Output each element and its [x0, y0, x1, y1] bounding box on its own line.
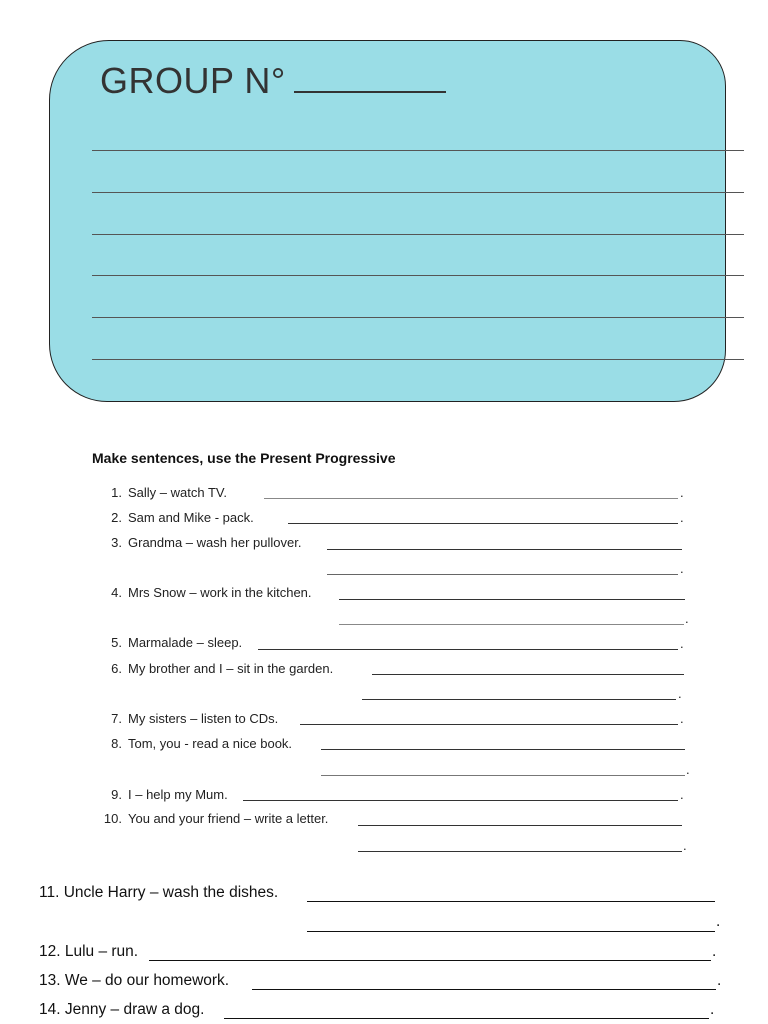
exercise-item — [100, 535, 690, 553]
group-title-text: GROUP N° — [100, 60, 286, 101]
period: . — [683, 838, 687, 853]
exercise-number: 10. — [103, 811, 122, 826]
answer-line[interactable] — [358, 825, 682, 826]
period: . — [685, 611, 689, 626]
exercise-number: 5. — [111, 635, 122, 650]
exercise-number: 9. — [111, 787, 122, 802]
exercise-prompt: Mrs Snow – work in the kitchen. — [128, 585, 312, 600]
answer-line[interactable] — [339, 599, 685, 600]
exercise-prompt: You and your friend – write a letter. — [128, 811, 329, 826]
exercise-item — [100, 510, 690, 528]
group-writing-line[interactable] — [92, 317, 744, 318]
exercise-item — [100, 635, 690, 653]
answer-line[interactable] — [264, 498, 678, 499]
answer-line[interactable] — [307, 931, 715, 932]
group-writing-line[interactable] — [92, 192, 744, 193]
answer-line[interactable] — [288, 523, 678, 524]
exercise-number: 2. — [111, 510, 122, 525]
answer-line[interactable] — [358, 851, 682, 852]
answer-line[interactable] — [339, 624, 684, 625]
answer-line[interactable] — [327, 549, 682, 550]
answer-line[interactable] — [224, 1018, 709, 1019]
exercise-number: 7. — [111, 711, 122, 726]
exercise-prompt: Sam and Mike - pack. — [128, 510, 254, 525]
answer-line[interactable] — [372, 674, 684, 675]
group-writing-line[interactable] — [92, 234, 744, 235]
period: . — [678, 686, 682, 701]
answer-line[interactable] — [321, 749, 685, 750]
instructions-heading: Make sentences, use the Present Progressive — [92, 450, 396, 466]
answer-line[interactable] — [300, 724, 678, 725]
answer-line[interactable] — [327, 574, 678, 575]
exercise-prompt-large: 11. Uncle Harry – wash the dishes. — [39, 884, 279, 901]
exercise-prompt: Grandma – wash her pullover. — [128, 535, 302, 550]
answer-line[interactable] — [252, 989, 716, 990]
exercise-number: 8. — [111, 736, 122, 751]
exercise-item — [100, 787, 690, 805]
period: . — [717, 972, 722, 989]
exercise-prompt: I – help my Mum. — [128, 787, 228, 802]
group-number-blank[interactable] — [294, 61, 446, 93]
answer-line[interactable] — [243, 800, 678, 801]
exercise-item — [93, 811, 683, 829]
period: . — [680, 787, 684, 802]
period: . — [680, 485, 684, 500]
group-writing-line[interactable] — [92, 150, 744, 151]
period: . — [680, 510, 684, 525]
exercise-item — [100, 585, 690, 603]
exercise-number: 6. — [111, 661, 122, 676]
answer-line[interactable] — [149, 960, 711, 961]
exercise-prompt-large: 12. Lulu – run. — [39, 943, 139, 960]
answer-line[interactable] — [362, 699, 676, 700]
period: . — [680, 636, 684, 651]
exercise-number: 3. — [111, 535, 122, 550]
group-writing-line[interactable] — [92, 275, 744, 276]
exercise-number: 4. — [111, 585, 122, 600]
period: . — [712, 943, 717, 960]
answer-line[interactable] — [307, 901, 715, 902]
group-title — [100, 60, 446, 102]
answer-line[interactable] — [258, 649, 678, 650]
exercise-item — [100, 485, 690, 503]
period: . — [710, 1001, 715, 1018]
exercise-prompt-large: 13. We – do our homework. — [39, 972, 230, 989]
exercise-prompt-large: 14. Jenny – draw a dog. — [39, 1001, 205, 1018]
period: . — [686, 762, 690, 777]
period: . — [680, 711, 684, 726]
exercise-prompt: Marmalade – sleep. — [128, 635, 243, 650]
exercise-item — [100, 711, 690, 729]
exercise-item — [100, 736, 690, 754]
exercise-number: 1. — [111, 485, 122, 500]
period: . — [716, 913, 721, 930]
exercise-prompt: My sisters – listen to CDs. — [128, 711, 279, 726]
exercise-prompt: My brother and I – sit in the garden. — [128, 661, 334, 676]
answer-line[interactable] — [321, 775, 685, 776]
exercise-prompt: Tom, you - read a nice book. — [128, 736, 293, 751]
group-writing-line[interactable] — [92, 359, 744, 360]
exercise-item — [100, 661, 690, 679]
period: . — [680, 561, 684, 576]
exercise-prompt: Sally – watch TV. — [128, 485, 227, 500]
